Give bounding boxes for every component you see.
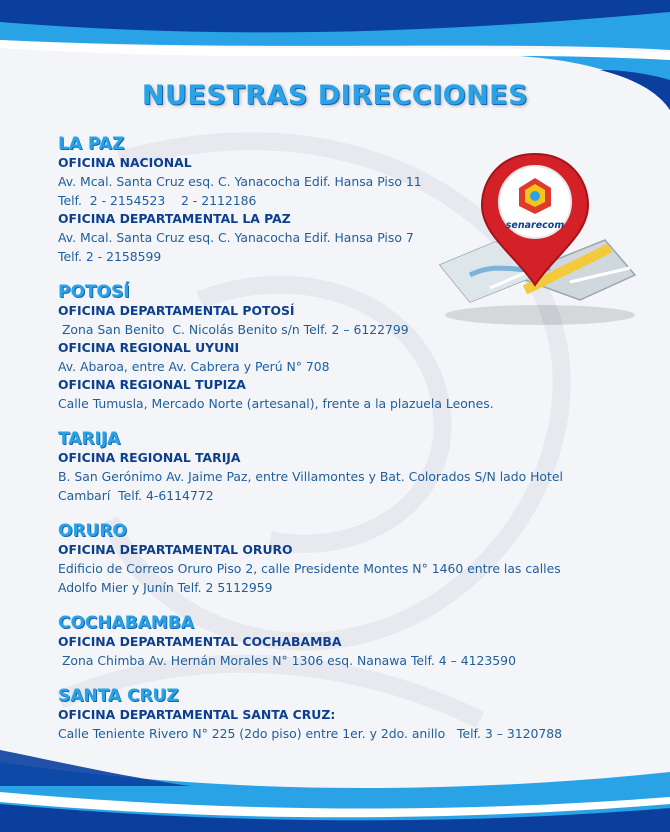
- office-address: Zona San Benito C. Nicolás Benito s/n Telf. 2 – 6122799: [58, 322, 409, 337]
- region-title: ORURO: [58, 521, 127, 541]
- office-name: OFICINA REGIONAL TARIJA: [58, 450, 241, 465]
- office-address: Edificio de Correos Oruro Piso 2, calle Presidente Montes N° 1460 entre las calles: [58, 561, 561, 576]
- region-title: LA PAZ: [58, 134, 125, 154]
- office-phone: Telf. 2 - 2158599: [58, 249, 162, 264]
- region-title: COCHABAMBA: [58, 613, 194, 633]
- office-address: Av. Mcal. Santa Cruz esq. C. Yanacocha Edif. Hansa Piso 7: [58, 230, 414, 245]
- office-name: OFICINA REGIONAL TUPIZA: [58, 377, 246, 392]
- office-name: OFICINA DEPARTAMENTAL ORURO: [58, 542, 293, 557]
- office-name: OFICINA REGIONAL UYUNI: [58, 340, 240, 355]
- office-address: Cambarí Telf. 4-6114772: [58, 488, 214, 503]
- page-title: NUESTRAS DIRECCIONES: [141, 80, 529, 111]
- office-address: Calle Tumusla, Mercado Norte (artesanal), frente a la plazuela Leones.: [58, 396, 494, 411]
- logo-text: senarecom: [505, 220, 565, 231]
- office-name: OFICINA DEPARTAMENTAL POTOSÍ: [58, 303, 295, 318]
- region-title: SANTA CRUZ: [58, 686, 179, 706]
- region-potosi: [58, 282, 628, 413]
- office-name: OFICINA NACIONAL: [58, 155, 192, 170]
- region-title: TARIJA: [58, 429, 121, 449]
- region-title: POTOSÍ: [58, 282, 130, 302]
- office-address: Av. Abaroa, entre Av. Cabrera y Perú N° 708: [58, 359, 330, 374]
- region-la-paz: [58, 134, 628, 266]
- office-address: Adolfo Mier y Junín Telf. 2 5112959: [58, 580, 273, 595]
- region-cochabamba: [58, 613, 628, 670]
- addresses-list: [58, 134, 628, 743]
- office-address: Calle Teniente Rivero N° 225 (2do piso) entre 1er. y 2do. anillo Telf. 3 – 3120788: [58, 726, 563, 741]
- office-name: OFICINA DEPARTAMENTAL SANTA CRUZ:: [58, 707, 336, 722]
- region-santa-cruz: [58, 686, 628, 743]
- region-tarija: [58, 429, 628, 505]
- office-name: OFICINA DEPARTAMENTAL LA PAZ: [58, 211, 291, 226]
- bottom-wave-decoration: [0, 742, 670, 832]
- office-name: OFICINA DEPARTAMENTAL COCHABAMBA: [58, 634, 342, 649]
- region-oruro: [58, 521, 628, 597]
- office-address: Av. Mcal. Santa Cruz esq. C. Yanacocha Edif. Hansa Piso 11: [58, 174, 422, 189]
- office-address: B. San Gerónimo Av. Jaime Paz, entre Villamontes y Bat. Colorados S/N lado Hotel: [58, 469, 563, 484]
- office-phone: Telf. 2 - 2154523 2 - 2112186: [58, 193, 257, 208]
- office-address: Zona Chimba Av. Hernán Morales N° 1306 esq. Nanawa Telf. 4 – 4123590: [58, 653, 516, 668]
